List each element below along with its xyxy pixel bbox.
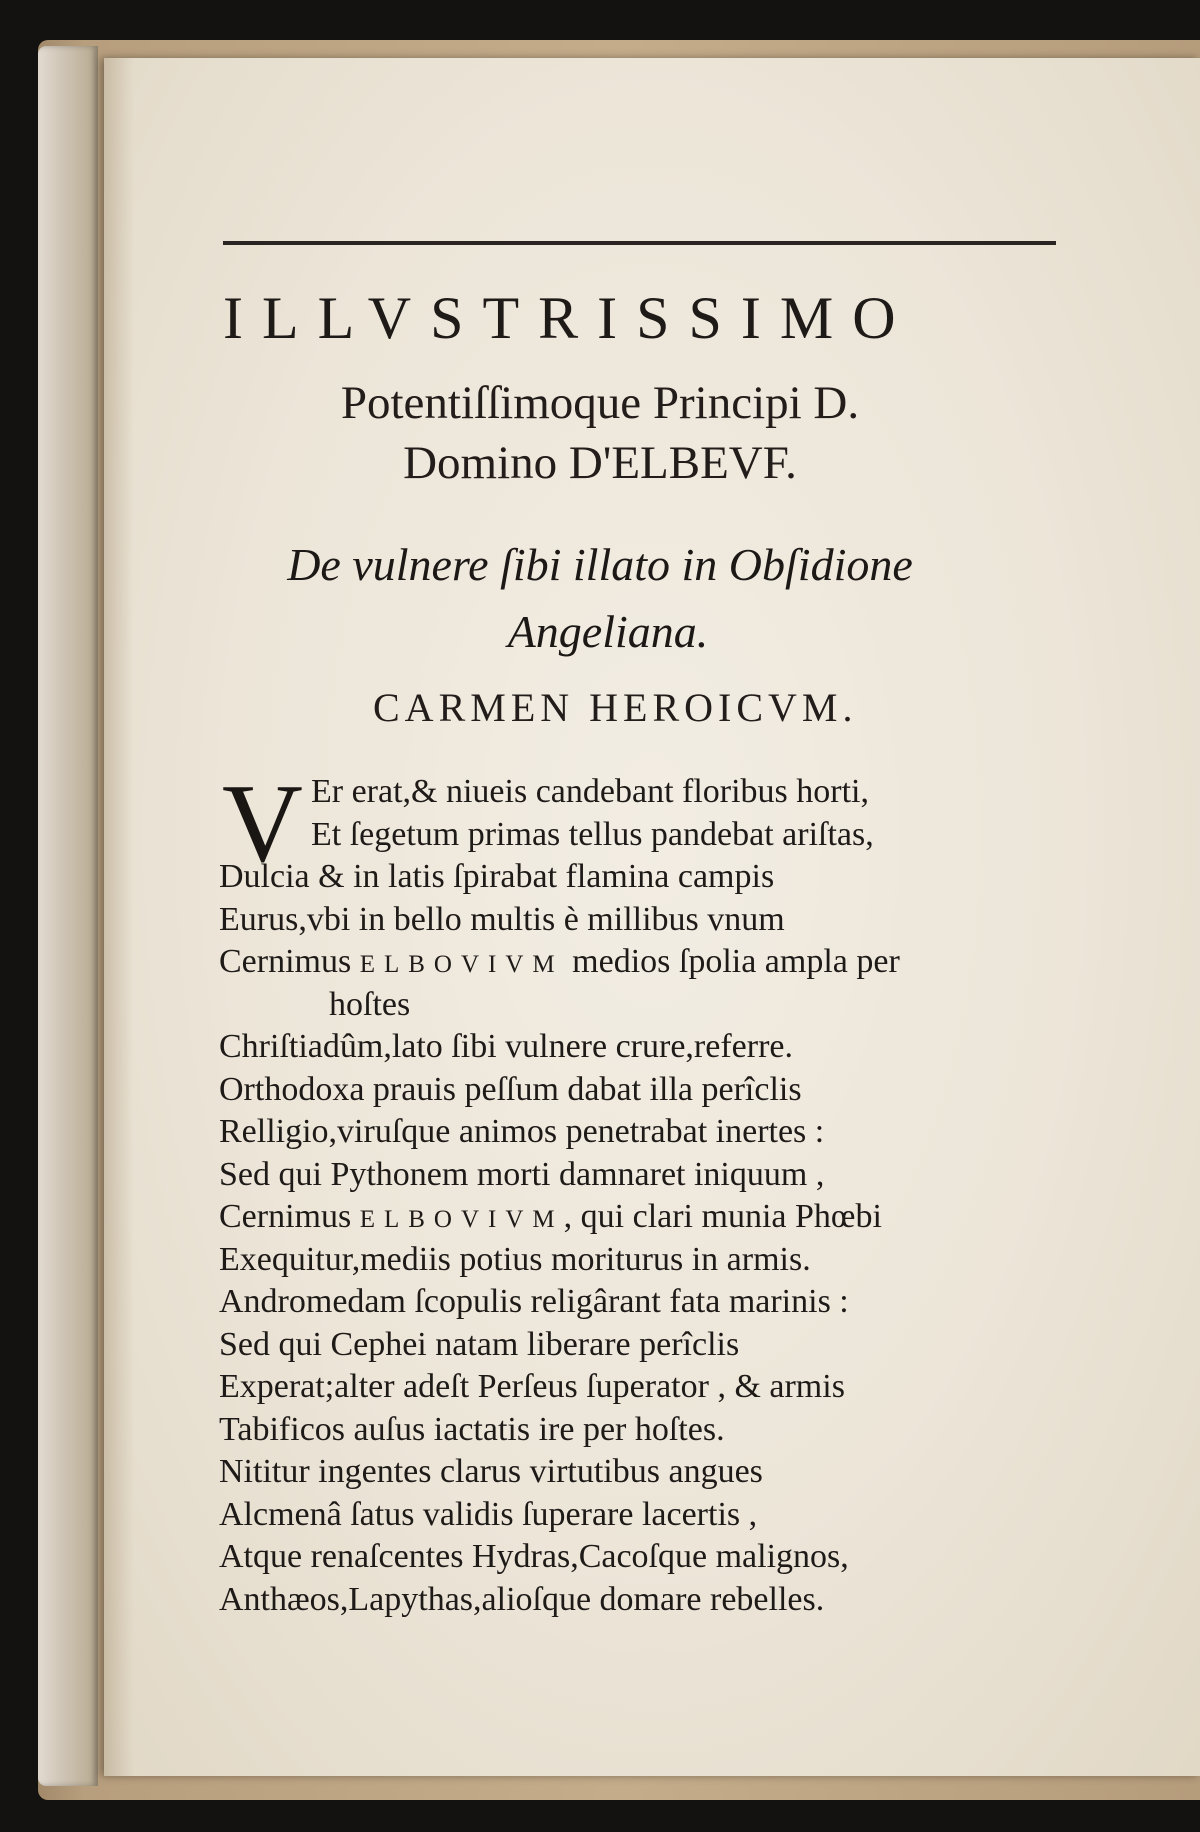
verse-line: Chriſtiadûm,lato ſibi vulnere crure,referre. xyxy=(219,1028,793,1065)
verse-line: Eurus,vbi in bello multis è millibus vnum xyxy=(219,900,785,938)
verse-text: medios ſpolia ampla per xyxy=(563,943,900,980)
verse-line: hoſtes xyxy=(329,985,411,1023)
verse-line: Tabificos auſus iactatis ire per hoſtes. xyxy=(219,1410,725,1448)
verse-line: Anthæos,Lapythas,alioſque domare rebelles. xyxy=(219,1580,825,1618)
verse-line: Nititur ingentes clarus virtutibus angues xyxy=(219,1453,763,1490)
subtitle-line-2: Domino D'ELBEVF. xyxy=(403,437,797,489)
verse-text: Cernimus xyxy=(219,943,360,980)
verse-line: Exequitur,mediis potius moriturus in armis. xyxy=(219,1240,811,1278)
verse-line: Andromedam ſcopulis religârant fata marinis : xyxy=(219,1283,849,1320)
header-rule xyxy=(223,241,1056,245)
verse-line: Sed qui Cephei natam liberare perîclis xyxy=(219,1325,740,1363)
verse-line: Orthodoxa prauis peſſum dabat illa perîclis xyxy=(219,1070,802,1108)
verse-line: Relligio,viruſque animos penetrabat inertes : xyxy=(219,1113,825,1150)
verse-line xyxy=(219,941,1119,984)
verse-text: , qui clari munia Phœbi xyxy=(563,1198,882,1235)
verse-line: Experat;alter adeſt Perſeus ſuperator , & armis xyxy=(219,1368,845,1405)
section-title: CARMEN HEROICVM. xyxy=(373,685,858,730)
verse-text: Cernimus xyxy=(219,1198,360,1235)
drop-cap: V xyxy=(222,762,303,886)
page-gutter-shadow xyxy=(104,58,134,1776)
verse-line: Atque renaſcentes Hydras,Cacoſque malignos, xyxy=(219,1538,849,1575)
verse-block xyxy=(219,771,1119,1621)
subtitle-line-1: Potentiſſimoque Principi D. xyxy=(340,377,860,429)
verse-line: Er erat,& niueis candebant floribus horti, xyxy=(311,773,869,810)
small-caps-name: ELBOVIVM xyxy=(359,1206,564,1233)
italic-heading-line-1: De vulnere ſibi illato in Obſidione xyxy=(287,539,913,590)
verse-line xyxy=(219,1196,1119,1239)
verse-line: Alcmenâ ſatus validis ſuperare lacertis , xyxy=(219,1495,758,1533)
title: ILLVSTRISSIMO xyxy=(223,285,915,351)
verse-line: Dulcia & in latis ſpirabat flamina campis xyxy=(219,858,775,895)
italic-heading-line-2: Angeliana. xyxy=(507,606,709,657)
verse-line: Sed qui Pythonem morti damnaret iniquum , xyxy=(219,1155,825,1193)
small-caps-name: ELBOVIVM xyxy=(359,951,564,978)
book-spine xyxy=(38,46,98,1786)
verse-line: Et ſegetum primas tellus pandebat ariſtas, xyxy=(311,815,874,853)
